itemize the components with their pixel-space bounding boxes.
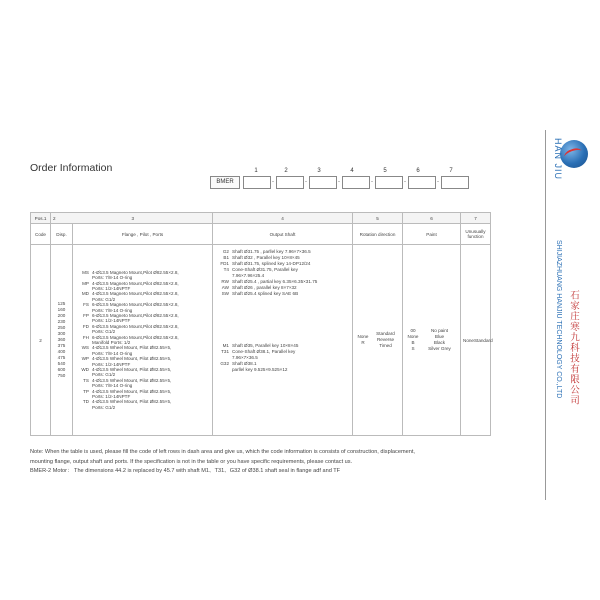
header-num-2-3	[51, 213, 213, 224]
shaft-desc: Shaft Ø35, Parallel key 10×8×45	[232, 343, 299, 348]
code-box-6[interactable]	[408, 176, 436, 189]
flange-desc: Ports: 7/8-14 O-ring	[92, 350, 133, 356]
globe-logo-icon	[560, 140, 588, 168]
disp-value: 300	[57, 331, 66, 336]
shaft-group-bottom	[215, 343, 350, 373]
flange-desc: 6-Ø13.5 Magneto Mount,Pilot Ø82.55×2.8,	[92, 334, 179, 340]
code-num-6: 6	[416, 168, 420, 174]
flange-desc: Ports: 1/2-14NPTF	[92, 285, 131, 291]
note-line: Note: When the table is used, please fill the code of left rows in dash area and give us, which the code information is consists of construction, displacement,	[30, 449, 415, 455]
code-dash: -	[338, 179, 340, 185]
flange-desc: Manifold Ports: 1/2	[92, 340, 131, 345]
header-num-5: 5	[353, 213, 403, 224]
code-dash: -	[404, 179, 406, 185]
shaft-code: RW	[221, 279, 229, 284]
order-table	[30, 212, 491, 436]
shaft-desc: Cone-Shaft Ø38.1, Parallel key	[232, 349, 296, 354]
flange-code: FH	[82, 334, 89, 340]
shaft-code: SW	[221, 291, 229, 296]
flange-desc: Ports: 1/2-14NPTF	[92, 361, 131, 367]
flange-desc: 6-Ø13.5 Magneto Mount,Pilot Ø82.55×2.8,	[92, 312, 179, 318]
code-box-7[interactable]	[441, 176, 469, 189]
paint-code: S	[411, 346, 415, 351]
label-disp: Disp.	[51, 224, 73, 245]
label-shaft: Output Shaft	[213, 224, 353, 245]
header-num-2: 2	[53, 215, 56, 221]
table-body-row	[31, 245, 491, 436]
label-paint: Paint	[403, 224, 461, 245]
flange-desc: 4-Ø13.5 Wheel Mount, Pilot Ø82.55×5,	[92, 377, 172, 383]
paint-desc: Black	[433, 340, 446, 345]
flange-code: TS	[83, 377, 89, 383]
rotation-code: R	[361, 340, 365, 345]
code-num-5: 5	[383, 168, 387, 174]
code-dash: -	[371, 179, 373, 185]
disp-value: 475	[57, 355, 66, 360]
shaft-code: T4	[223, 267, 229, 272]
flange-code: WD	[81, 367, 89, 373]
flange-code: TD	[82, 399, 89, 405]
code-num-2: 2	[284, 168, 288, 174]
code-num-4: 4	[350, 168, 354, 174]
code-prefix: BMER	[210, 176, 240, 189]
shaft-desc: Shaft Ø31.75 , parllel key 7.96×7×36.5	[232, 249, 311, 254]
disp-value: 375	[57, 343, 66, 348]
paint-desc: Silver Grey	[428, 346, 451, 351]
code-num-1: 1	[254, 168, 258, 174]
paint-code: B	[411, 340, 415, 345]
flange-desc: Ports: 1/2-14NPTF	[92, 394, 131, 400]
shaft-desc: Shaft Ø31.75, splined key 14-DP12/24	[232, 261, 311, 266]
order-code-strip	[208, 168, 468, 190]
flange-desc: 4-Ø13.5 Magneto Mount,Pilot Ø82.55×2.8,	[92, 280, 179, 286]
shaft-group-top	[215, 249, 350, 297]
flange-list	[73, 245, 213, 436]
flange-desc: 6-Ø13.5 Magneto Mount,Pilot Ø82.55×2.8,	[92, 323, 179, 329]
brand-name-cn: 石家庄寒九科技有限公司	[568, 290, 579, 406]
flange-desc: 4-Ø13.5 Magneto Mount,Pilot Ø82.55×2.8,	[92, 291, 179, 297]
flange-code: MD	[81, 291, 89, 297]
flange-desc: 4-Ø13.5 Wheel Mount, Pilot Ø82.55×5,	[92, 345, 172, 351]
label-unusual: Unusually function	[461, 224, 491, 245]
code-box-3[interactable]	[309, 176, 337, 189]
flange-desc: Ports: G1/2	[92, 296, 116, 302]
shaft-desc: Shaft Ø38.1	[232, 361, 257, 366]
flange-code: MP	[82, 280, 89, 286]
shaft-desc: Cone-Shaft Ø31.75, Parallel key	[232, 267, 298, 272]
flange-desc: 4-Ø13.5 Wheel Mount, Pilot Ø82.55×5,	[92, 399, 172, 405]
disp-value: 250	[57, 325, 66, 330]
disp-value: 125	[57, 301, 66, 306]
code-dash: -	[437, 179, 439, 185]
shaft-code: M1	[222, 343, 229, 348]
paint-code: 00	[410, 328, 416, 333]
disp-value: 400	[57, 349, 66, 354]
flange-desc: 4-Ø13.5 Wheel Mount, Pilot Ø82.55×5,	[92, 367, 172, 373]
flange-desc: Ports: G1/2	[92, 372, 116, 378]
unusual-desc: Standard	[473, 337, 493, 343]
flange-desc: Ports: 7/8-14 O-ring	[92, 383, 133, 389]
disp-value: 750	[57, 373, 66, 378]
flange-code: WS	[81, 345, 89, 351]
flange-desc: 4-Ø13.5 Magneto Mount,Pilot Ø82.55×2.8,	[92, 269, 179, 275]
flange-desc: 4-Ø13.5 Wheel Mount, Pilot Ø82.55×5,	[92, 356, 172, 362]
flange-desc: 6-Ø13.5 Magneto Mount,Pilot Ø82.55×2.8,	[92, 302, 179, 308]
flange-desc: Ports: G1/2	[92, 329, 116, 335]
page-title: Order Information	[30, 162, 113, 174]
shaft-code: AW	[221, 285, 229, 290]
rotation-desc: Timed	[379, 343, 392, 348]
shaft-desc: 7.96×7×36.5	[232, 355, 258, 360]
shaft-code: B1	[223, 255, 229, 260]
label-code: Code	[31, 224, 51, 245]
code-dash: -	[272, 179, 274, 185]
code-box-4[interactable]	[342, 176, 370, 189]
paint-code: None	[407, 334, 419, 339]
header-num-6: 6	[403, 213, 461, 224]
paint-desc: Blue	[434, 334, 445, 339]
code-box-2[interactable]	[276, 176, 304, 189]
rotation-desc: Reverse	[376, 337, 395, 342]
code-box-5[interactable]	[375, 176, 403, 189]
flange-row	[75, 405, 210, 410]
shaft-list	[213, 245, 353, 436]
code-dash: -	[305, 179, 307, 185]
shaft-code: FD1	[220, 261, 229, 266]
disp-value: 160	[57, 307, 66, 312]
flange-desc: Ports: 7/8-14 O-ring	[92, 275, 133, 281]
code-num-7: 7	[449, 168, 453, 174]
brand-company-en: SHIJIAZHUANG HANJIU TECHNOLOGY CO.,LTD	[555, 240, 562, 399]
header-num-4: 4	[213, 213, 353, 224]
header-label-row	[31, 224, 491, 245]
flange-desc: 4-Ø13.5 Wheel Mount, Pilot Ø82.55×5,	[92, 388, 172, 394]
brand-name-en: HAN JIU	[553, 138, 563, 181]
flange-code: TP	[83, 388, 89, 394]
disp-value: 200	[57, 313, 66, 318]
shaft-desc: 7.96×7.96×25.4	[232, 273, 265, 278]
rotation-cell	[353, 245, 403, 436]
flange-code: FD	[82, 323, 89, 329]
disp-value: 230	[57, 319, 66, 324]
rotation-code: None	[357, 334, 369, 339]
flange-desc: Ports: 7/8-14 O-ring	[92, 307, 133, 313]
flange-code	[75, 405, 92, 410]
paint-desc: No paint	[430, 328, 449, 333]
unusual-code: None	[463, 337, 474, 343]
shaft-desc: Shaft Ø26 , parallel key 8×7×32	[232, 285, 297, 290]
brand-divider	[545, 130, 546, 500]
paint-cell	[403, 245, 461, 436]
header-number-row	[31, 213, 491, 224]
shaft-desc: Shaft Ø32 , Parallel key 10×8×45	[232, 255, 300, 260]
code-num-3: 3	[317, 168, 321, 174]
header-num-3: 3	[131, 215, 135, 221]
notes-block	[30, 448, 500, 477]
rotation-desc: Standard	[376, 331, 395, 336]
shaft-code: T31	[221, 349, 229, 354]
disp-value: 600	[57, 367, 66, 372]
header-num-7: 7	[461, 213, 491, 224]
shaft-desc: Shaft Ø25.4 splined key SAE 6B	[232, 291, 299, 296]
flange-desc: Ports: G1/2	[92, 404, 116, 410]
displacement-list	[51, 245, 73, 436]
unusual-cell	[461, 245, 491, 436]
flange-code: WP	[81, 356, 89, 362]
note-line: BMER-2 Motor： The dimensions 44.2 is replaced by 45.7 with shaft M1、T31、G32 of Ø38.1 shaft seal in flange adf and TF	[30, 468, 341, 474]
code-box-1[interactable]	[243, 176, 271, 189]
shaft-desc: parllel key 9.525×9.525×12	[232, 367, 288, 372]
header-pos: Pos.1	[31, 213, 51, 224]
code-value: 2	[31, 245, 51, 436]
disp-value: 540	[57, 361, 66, 366]
shaft-desc: Shaft Ø25.4 , partial key 6.35×6.35×31.75	[232, 279, 318, 284]
note-line: mounting flange, output shaft and ports. If the specification is not in the table or you have specific requirements, please contact us.	[30, 458, 353, 465]
label-flange: Flange , Pilot , Ports	[73, 224, 213, 245]
flange-desc: Ports: 1/2-14NPTF	[92, 318, 131, 324]
label-rotation: Rotation direction	[353, 224, 403, 245]
shaft-code: G2	[222, 249, 229, 254]
flange-code: FP	[83, 312, 89, 318]
flange-code: MS	[82, 269, 89, 275]
shaft-code: G32	[220, 361, 229, 366]
flange-code: FS	[83, 302, 89, 308]
disp-value: 360	[57, 337, 66, 342]
